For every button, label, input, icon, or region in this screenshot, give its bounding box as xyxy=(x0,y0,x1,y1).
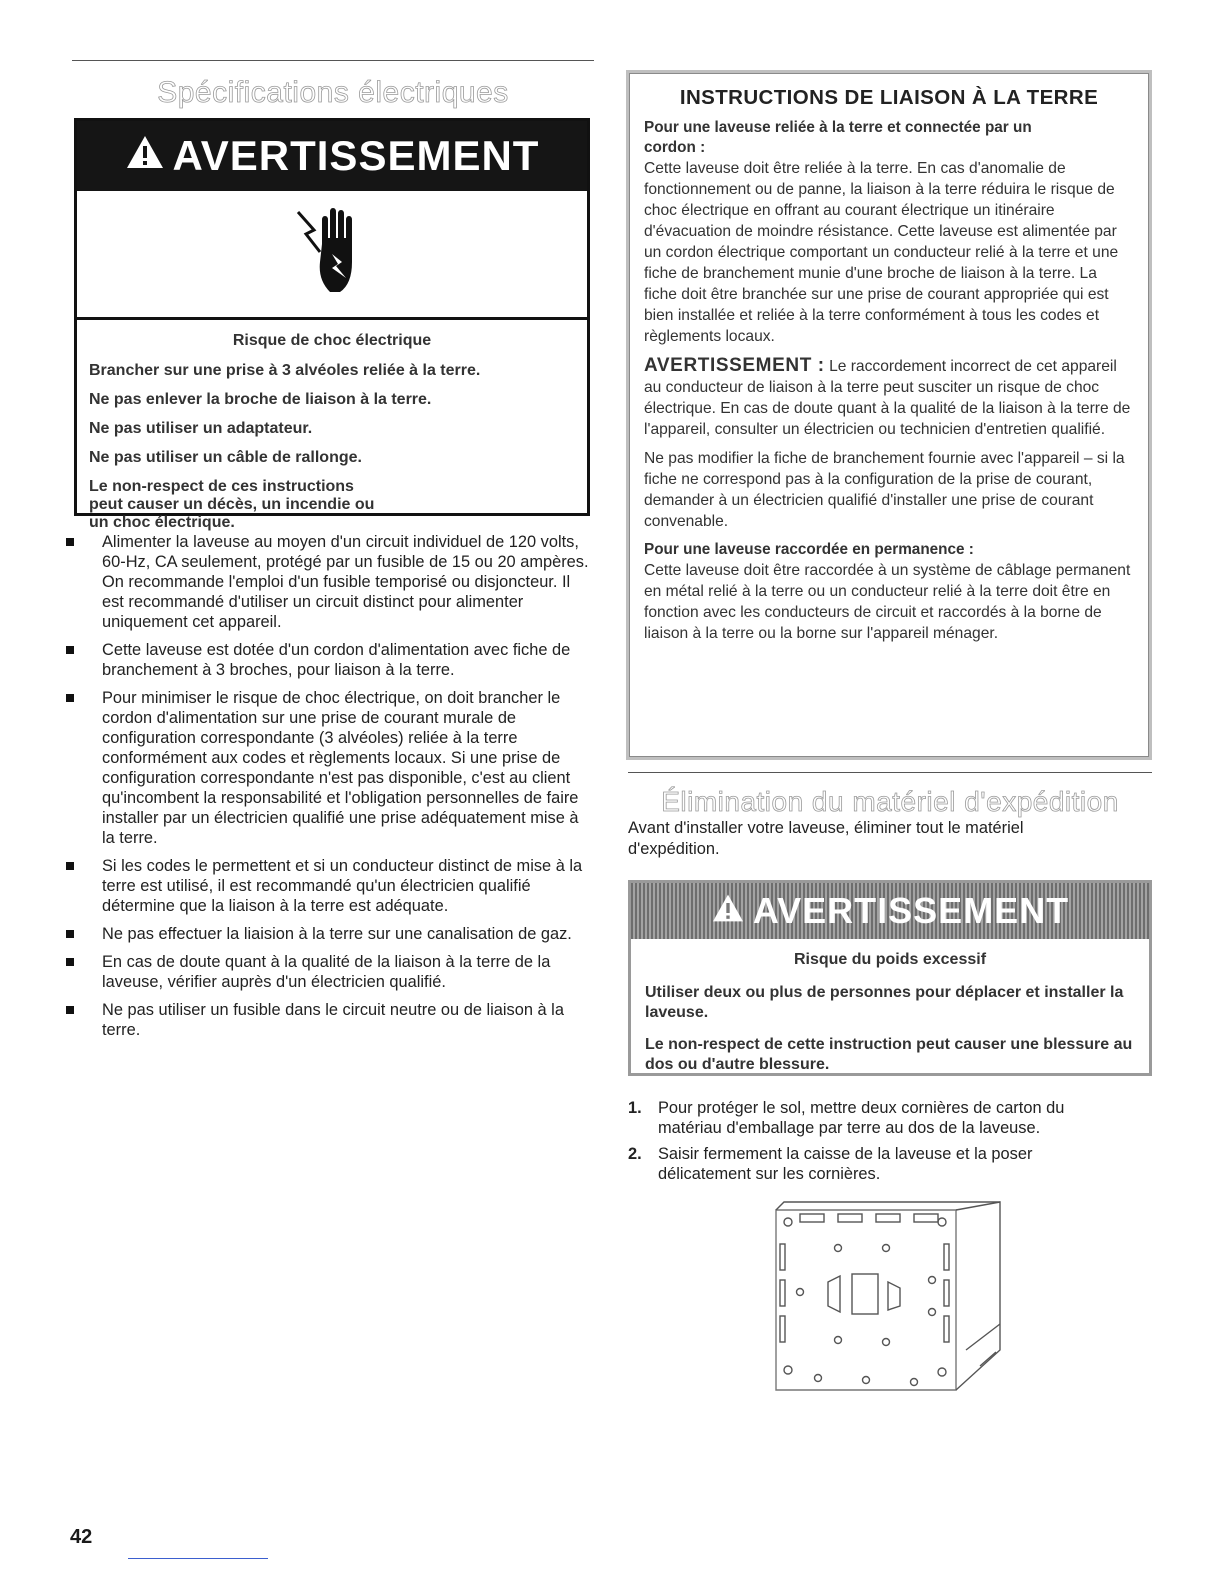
permanent-text: Cette laveuse doit être raccordée à un système de câblage permanent en métal relié à la terre ou un conducteur relié à la terre doit être en fonction avec les conducteurs de circuit et raccordés à la borne de liaison à la terre ou la borne sur l'appareil ménager. xyxy=(644,562,1131,642)
grounding-warning-paragraph xyxy=(644,355,1134,440)
washer-back-on-cardboard-icon xyxy=(766,1200,1016,1400)
bullet-square-icon xyxy=(66,646,74,654)
list-item: Cette laveuse est dotée d'un cordon d'alimentation avec fiche de branchement à 3 broches, pour liaison à la terre. xyxy=(62,640,592,680)
list-item: Alimenter la laveuse au moyen d'un circuit individuel de 120 volts, 60-Hz, CA seulement, protégé par un fusible de 15 ou 20 ampères. On recommande l'emploi d'un fusible temporisé ou disjoncteur. Il est recommandé d'utiliser un circuit distinct pour alimenter uniquement cet appareil. xyxy=(62,532,592,632)
warning-line: Brancher sur une prise à 3 alvéoles reliée à la terre. xyxy=(89,362,481,379)
rule-shipping xyxy=(628,772,1152,773)
electrical-shock-hand-icon xyxy=(292,204,372,304)
weight-warning-body xyxy=(631,939,1149,1089)
list-item: Ne pas effectuer la liaision à la terre sur une canalisation de gaz. xyxy=(62,924,592,944)
bullet-square-icon xyxy=(66,1006,74,1014)
warning-triangle-icon xyxy=(711,890,745,932)
grounding-instructions-box xyxy=(626,70,1152,760)
warning-risk: Risque de choc électrique xyxy=(232,332,432,349)
section-title-shipping: Élimination du matériel d'expédition xyxy=(661,786,1119,817)
warning-line: Ne pas enlever la broche de liaison à la terre. xyxy=(89,391,432,408)
bullet-square-icon xyxy=(66,958,74,966)
bullet-square-icon xyxy=(66,930,74,938)
bullet-square-icon xyxy=(66,694,74,702)
list-item: 2. Saisir fermement la caisse de la laveuse et la poser délicatement sur les cornières. xyxy=(628,1145,1033,1183)
grounding-warning-label: AVERTISSEMENT : xyxy=(644,355,825,376)
warning-body xyxy=(77,320,587,544)
page-number: 42 xyxy=(70,1526,93,1548)
grounding-warning-text: Le raccordement incorrect de cet appareil au conducteur de liaison à la terre peut susciter un risque de choc électrique. En cas de doute quant à la qualité de la liaison à la terre de l'appareil, consulter un électricien ou technicien d'entretien qualifié. xyxy=(644,358,1131,438)
grounding-title: INSTRUCTIONS DE LIAISON À LA TERRE xyxy=(679,86,1099,109)
weight-warning-line: Utiliser deux ou plus de personnes pour déplacer et installer la laveuse. xyxy=(645,984,1124,1021)
corded-heading: Pour une laveuse reliée à la terre et connectée par un cordon : xyxy=(644,119,1032,156)
permanent-heading: Pour une laveuse raccordée en permanence : xyxy=(644,541,974,558)
footer-link-line xyxy=(128,1558,268,1559)
list-item: Si les codes le permettent et si un conducteur distinct de mise à la terre est utilisé, il est recommandé qu'un électricien qualifié détermine que la liaison à la terre est adéquate. xyxy=(62,856,592,916)
bullet-square-icon xyxy=(66,538,74,546)
warning-icon-row xyxy=(77,191,587,320)
bullet-square-icon xyxy=(66,862,74,870)
warning-triangle-icon xyxy=(125,121,165,191)
warning-line: Ne pas utiliser un adaptateur. xyxy=(89,420,313,437)
top-rule-left xyxy=(72,60,594,61)
modify-plug-text: Ne pas modifier la fiche de branchement fournie avec l'appareil – si la fiche ne correspond pas à la configuration de la prise de courant, demander à un électricien qualifié d'installer une prise de courant convenable. xyxy=(644,450,1125,530)
warning-header xyxy=(77,121,587,191)
warning-line: Le non-respect de ces instructions peut causer un décès, un incendie ou un choc électrique. xyxy=(89,478,375,531)
warning-line: Ne pas utiliser un câble de rallonge. xyxy=(89,449,362,466)
list-item: En cas de doute quant à la qualité de la liaison à la terre de la laveuse, vérifier auprès d'un électricien qualifié. xyxy=(62,952,592,992)
list-item: Ne pas utiliser un fusible dans le circuit neutre ou de liaison à la terre. xyxy=(62,1000,592,1040)
list-item: 1. Pour protéger le sol, mettre deux cornières de carton du matériau d'emballage par terre au dos de la laveuse. xyxy=(628,1099,1065,1137)
shipping-steps xyxy=(628,1098,1128,1190)
weight-warning-header xyxy=(631,883,1149,939)
weight-warning-box xyxy=(628,880,1152,1076)
weight-warning-line: Le non-respect de cette instruction peut causer une blessure au dos ou d'autre blessure. xyxy=(645,1036,1133,1073)
weight-warning-header-text: AVERTISSEMENT xyxy=(752,890,1070,931)
shipping-intro: Avant d'installer votre laveuse, éliminer tout le matériel d'expédition. xyxy=(628,819,1024,858)
list-item: Pour minimiser le risque de choc électrique, on doit brancher le cordon d'alimentation sur une prise de courant murale de configuration correspondante (3 alvéoles) reliée à la terre conformément aux codes et règlements locaux. Si une prise de configuration correspondante n'est pas disponible, c'est au client qu'incombent la responsabilité et l'obligation personnelles de faire installer par un électricien qualifié une prise adéquatement mise à la terre. xyxy=(62,688,592,848)
weight-warning-risk: Risque du poids excessif xyxy=(793,951,987,968)
warning-header-text: AVERTISSEMENT xyxy=(172,132,540,179)
electrical-warning-box xyxy=(74,118,590,531)
section-title-electrical: Spécifications électriques xyxy=(157,76,509,109)
corded-text: Cette laveuse doit être reliée à la terre. En cas d'anomalie de fonctionnement ou de panne, la liaison à la terre réduira le risque de choc électrique en offrant au courant électrique un itinéraire d'évacuation de moindre résistance. Cette laveuse est alimentée par un cordon électrique comportant un conducteur relié à la terre et une fiche de branchement munie d'une broche de liaison à la terre. La fiche doit être branchée sur une prise de courant appropriée qui est bien installée et reliée à la terre conformément à tous les codes et règlements locaux. xyxy=(644,160,1119,345)
electrical-bullets xyxy=(62,532,592,1048)
